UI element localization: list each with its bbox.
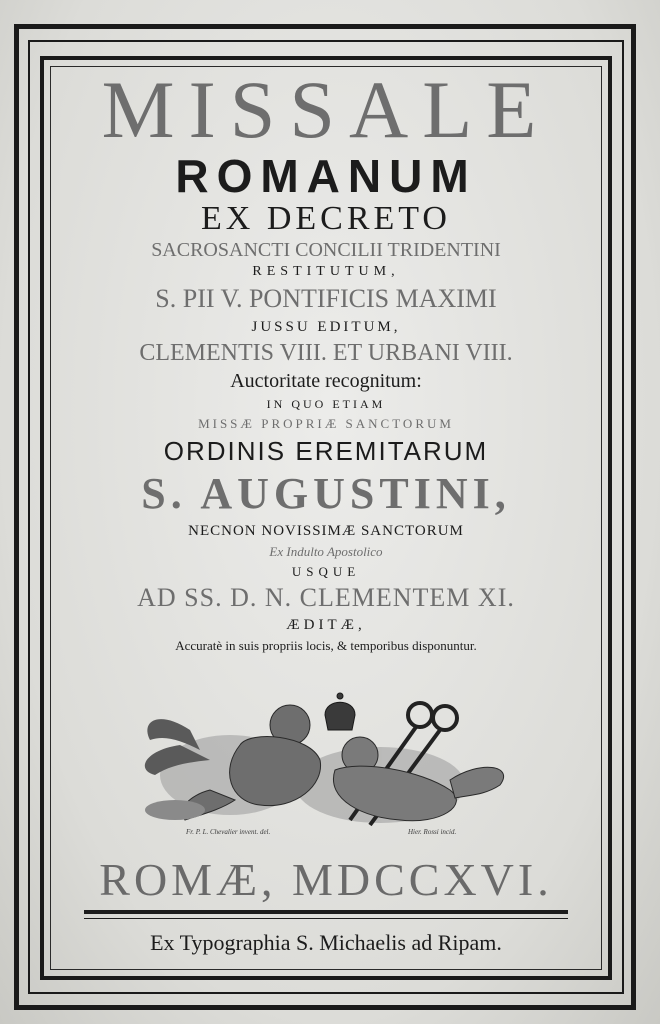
title-text-block — [52, 64, 600, 656]
line-clementis: CLEMENTIS VIII. ET URBANI VIII. — [139, 340, 513, 366]
line-usque: USQUE — [291, 564, 361, 579]
line-aeditae: ÆDITÆ, — [286, 617, 366, 633]
line-concilii: SACROSANCTI CONCILII TRIDENTINI — [151, 239, 501, 261]
line-ordinis-eremitarum: ORDINIS EREMITARUM — [163, 436, 489, 466]
engraving-credit-left: Fr. P. L. Chevalier invent. del. — [186, 828, 271, 836]
tiara-icon — [325, 693, 355, 730]
title-missale: MISSALE — [101, 64, 551, 155]
line-clementem-xi: AD SS. D. N. CLEMENTEM XI. — [137, 583, 515, 612]
engraving-credit-right: Hier. Rossi incid. — [408, 828, 457, 836]
imprint-rule-thin — [84, 918, 568, 919]
cherubs-engraving — [120, 690, 540, 840]
line-accurate: Accuratè in suis propriis locis, & temporibus disponuntur. — [175, 638, 477, 653]
line-auctoritate: Auctoritate recognitum: — [230, 370, 422, 392]
cloud-left — [145, 800, 205, 820]
line-ex-decreto: EX DECRETO — [201, 200, 451, 237]
line-ex-indulto: Ex Indulto Apostolico — [269, 544, 383, 559]
imprint-rule-thick — [84, 910, 568, 914]
line-augustini: S. AUGUSTINI, — [141, 469, 511, 518]
line-in-quo-etiam: IN QUO ETIAM — [266, 397, 386, 411]
line-jussu-editum: JUSSU EDITUM, — [251, 319, 401, 335]
line-pii-v: S. PII V. PONTIFICIS MAXIMI — [155, 284, 497, 313]
imprint-city-date: ROMÆ, MDCCXVI. — [99, 854, 553, 905]
cherub-right — [333, 737, 503, 821]
imprint-press: Ex Typographia S. Michaelis ad Ripam. — [150, 930, 502, 955]
title-romanum: ROMANUM — [175, 150, 477, 202]
line-missae-propriae: MISSÆ PROPRIÆ SANCTORUM — [198, 416, 454, 431]
line-restitutum: RESTITUTUM, — [252, 264, 400, 279]
line-necnon: NECNON NOVISSIMÆ SANCTORUM — [188, 523, 464, 539]
